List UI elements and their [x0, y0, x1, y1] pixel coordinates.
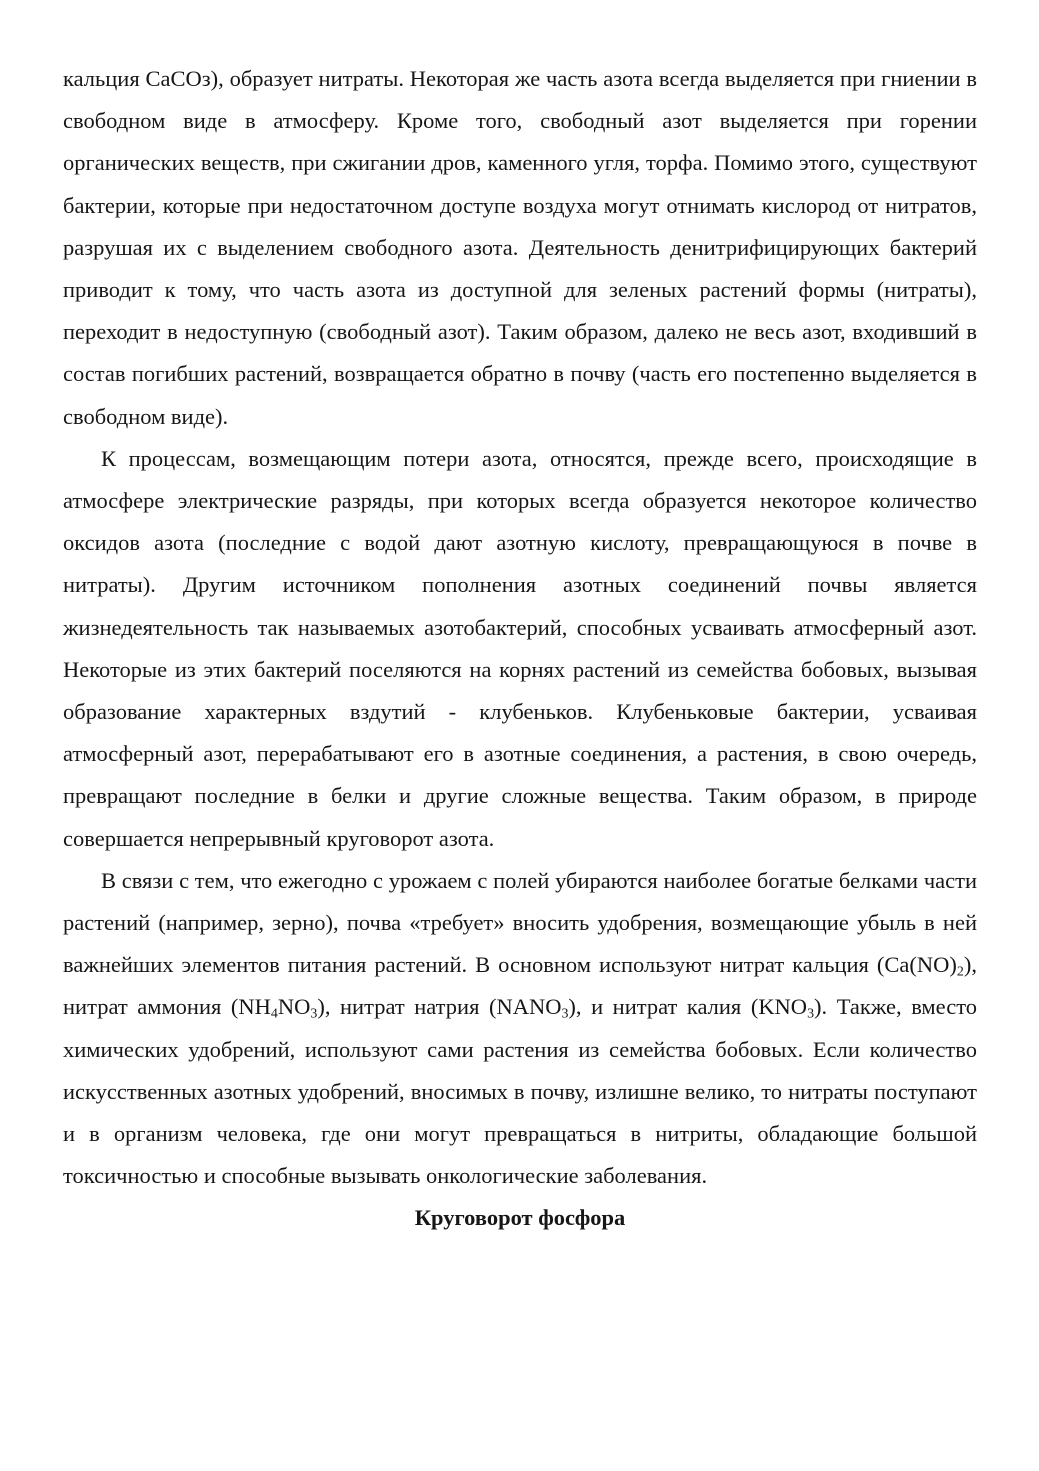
paragraph-nitrogen-replenishment: К процессам, возмещающим потери азота, относятся, прежде всего, происходящие в атмосфере электрические разряды, при которых всегда образуется некоторое количество оксидов азота (последние с водой дают азотную кислоту, превращающуюся в почве в нитраты). Другим источником пополнения азотных соединений почвы является жизнедеятельность так называемых азотобактерий, способных усваивать атмосферный азот. Некоторые из этих бактерий поселяются на корнях растений из семейства бобовых, вызывая образование характерных вздутий - клубеньков. Клубеньковые бактерии, усваивая атмосферный азот, перерабатывают его в азотные соединения, а растения, в свою очередь, превращают последние в белки и другие сложные вещества. Таким образом, в природе совершается непрерывный круговорот азота.	[63, 445, 977, 851]
subscript: 4	[270, 1006, 278, 1022]
paragraph-fertilizers	[63, 860, 977, 1198]
section-heading: Круговорот фосфора	[414, 1205, 626, 1231]
paragraph-nitrogen-loss: кальция СаСОз), образует нитраты. Некоторая же часть азота всегда выделяется при гниении в свободном виде в атмосферу. Кроме того, свободный азот выделяется при горении органических веществ, при сжигании дров, каменного угля, торфа. Помимо этого, существуют бактерии, которые при недостаточном доступе воздуха могут отнимать кислород от нитратов, разрушая их с выделением свободного азота. Деятельность денитрифицирующих бактерий приводит к тому, что часть азота из доступной для зеленых растений формы (нитраты), переходит в недоступную (свободный азот). Таким образом, далеко не весь азот, входивший в состав погибших растений, возвращается обратно в почву (часть его постепенно выделяется в свободном виде).	[63, 66, 977, 429]
fertilizers-text-4: ), нитрат натрия (NANO	[317, 994, 562, 1020]
fertilizers-text-2: ), нитрат аммония (NH	[63, 952, 977, 1020]
fertilizers-text-3: NO	[277, 994, 311, 1020]
subscript: 2	[956, 964, 964, 980]
document-page	[63, 58, 977, 1240]
subscript: 3	[807, 1006, 815, 1022]
subscript: 3	[310, 1006, 318, 1022]
fertilizers-text-6: ). Также, вместо химических удобрений, используют сами растения из семейства бобовых. Если количество искусственных азотных удобрений, вносимых в почву, излишне велико, то нитраты поступают и в организм человека, где они могут превращаться в нитриты, обладающие большой токсичностью и способные вызывать онкологические заболевания.	[63, 994, 977, 1189]
fertilizers-text-1: В связи с тем, что ежегодно с урожаем с полей убираются наиболее богатые белками части растений (например, зерно), почва «требует» вносить удобрения, возмещающие убыль в ней важнейших элементов питания растений. В основном используют нитрат кальция (Ca(NO)	[63, 867, 977, 978]
fertilizers-text-5: ), и нитрат калия (KNO	[568, 994, 808, 1020]
subscript: 3	[561, 1006, 569, 1022]
